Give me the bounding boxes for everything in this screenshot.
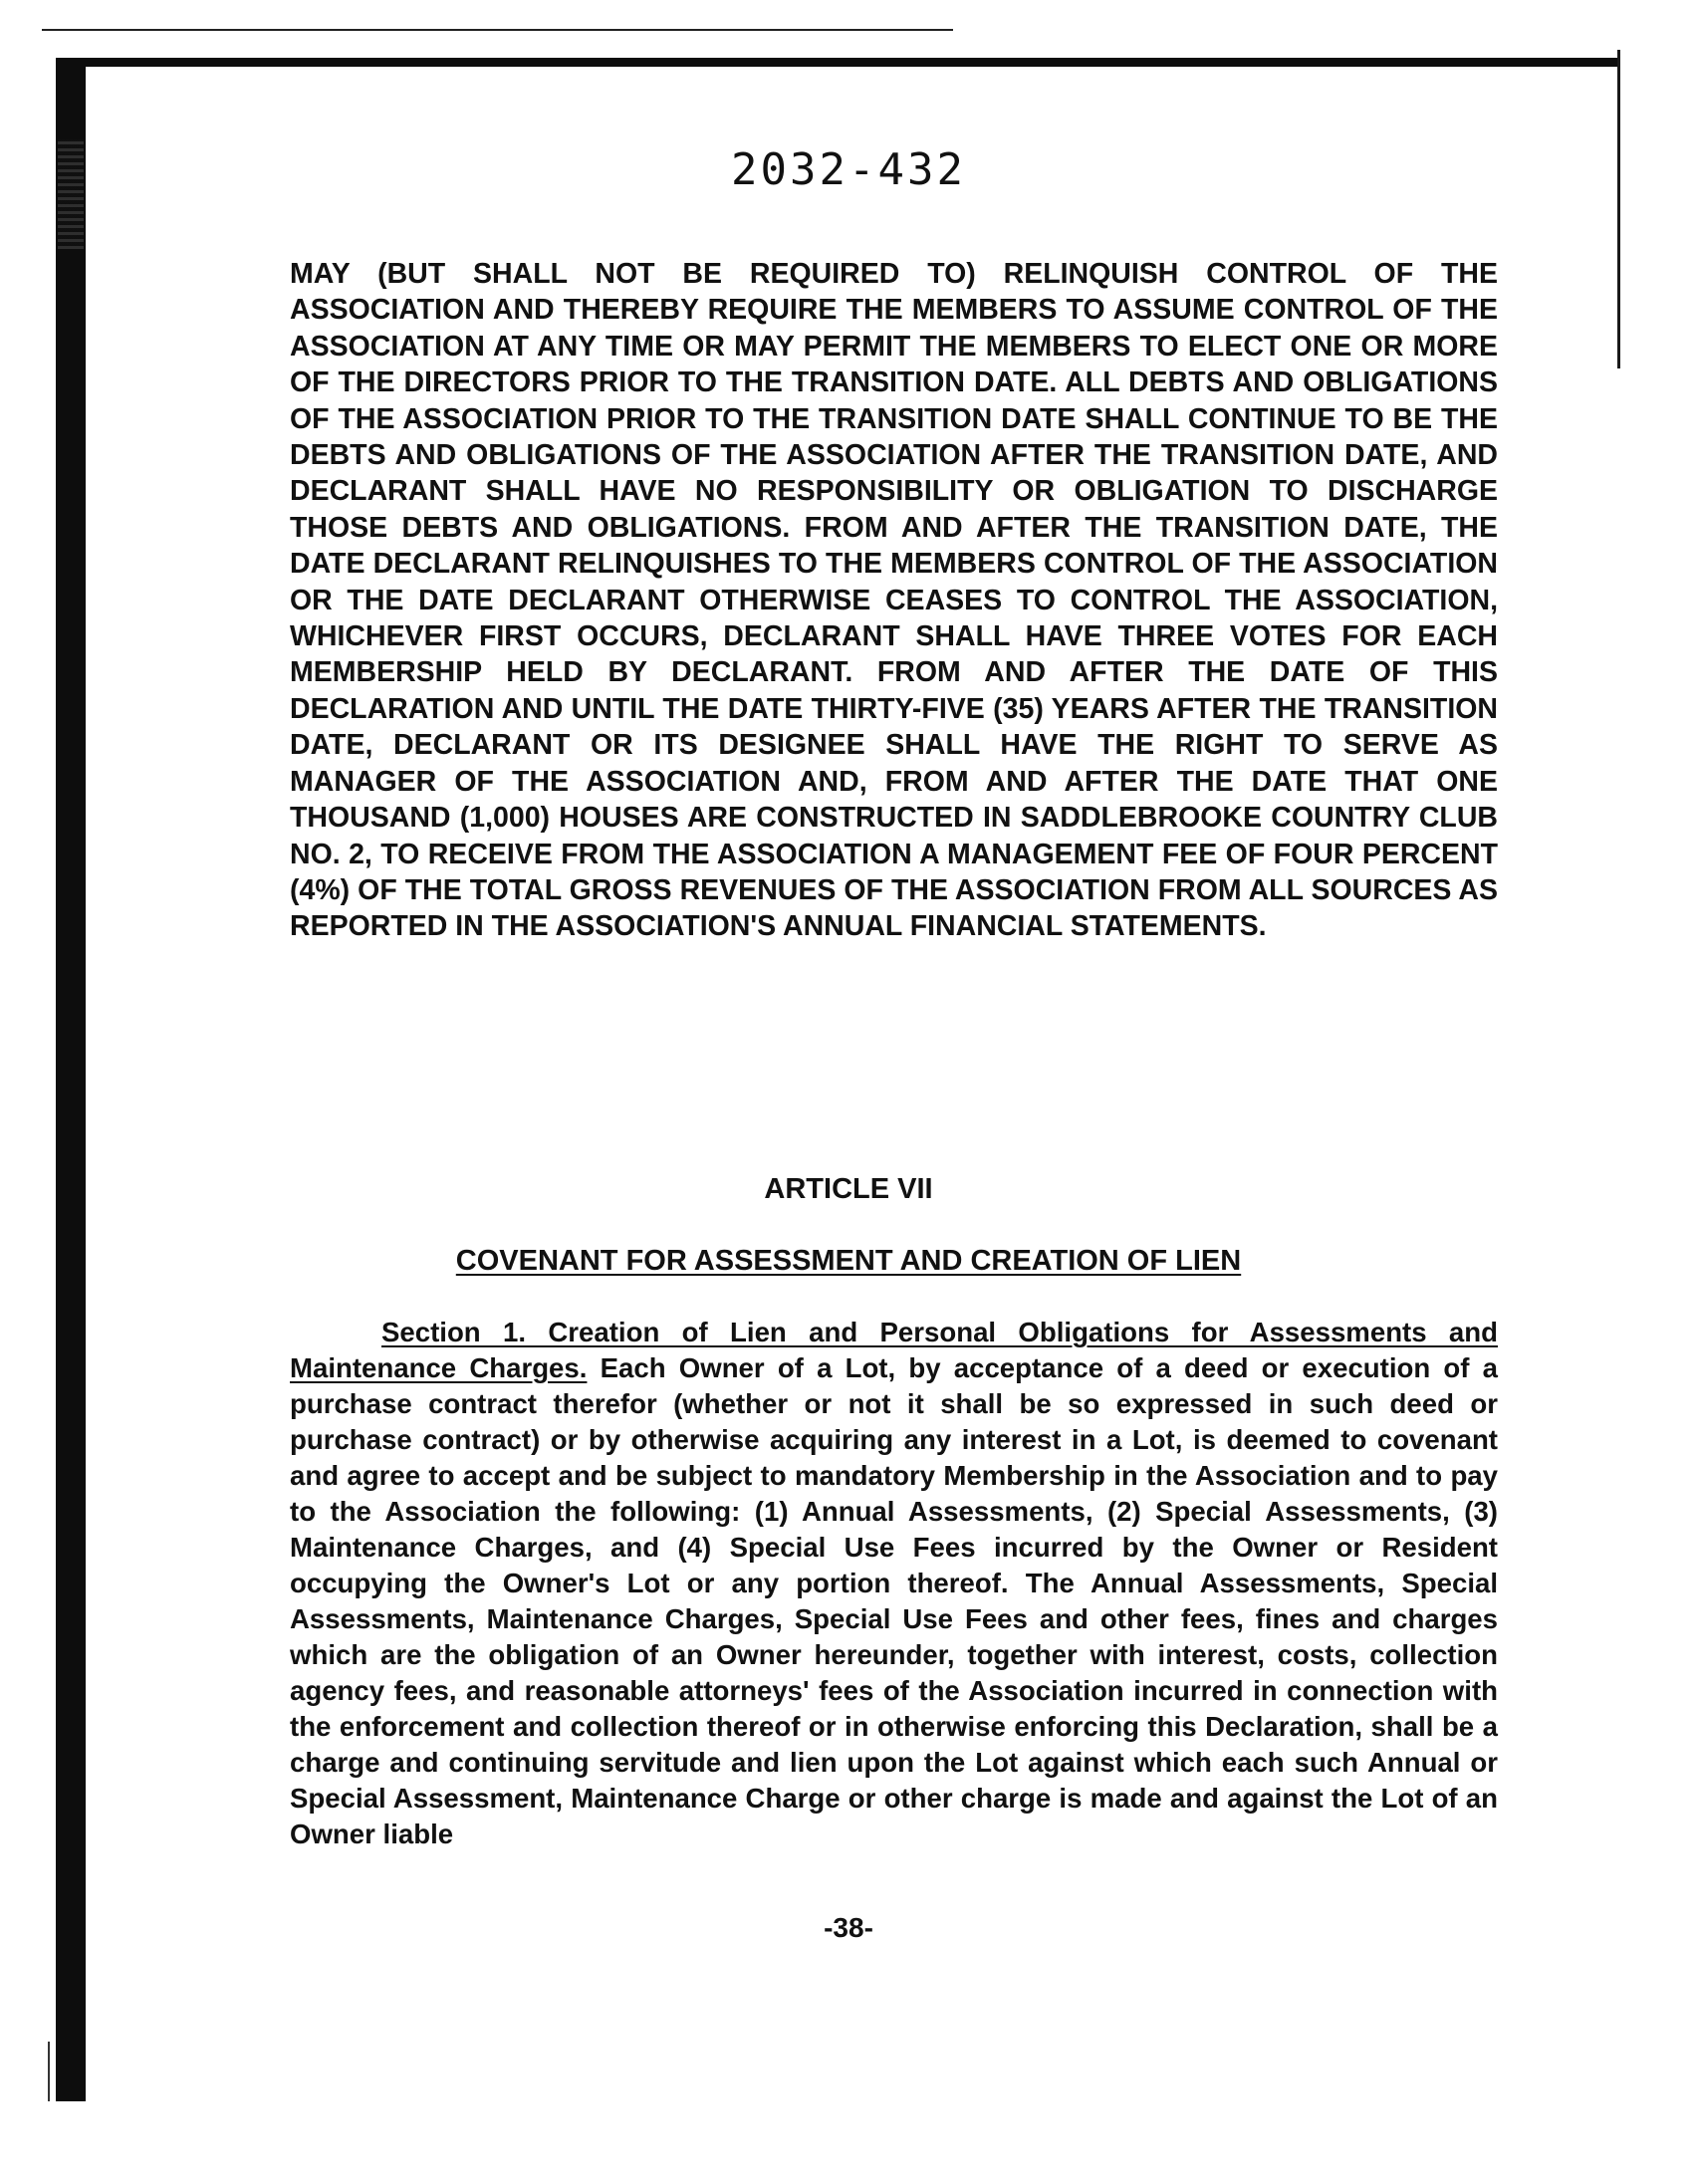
page-number: -38- <box>824 1912 873 1943</box>
scan-border-right <box>1617 50 1620 368</box>
scan-border-left <box>56 62 86 2101</box>
section-1-heading: Section 1. Creation of Lien and Personal Obligations for Assessments and Maintenance Charges. <box>290 1317 1498 1383</box>
scan-border-left-thin <box>48 2042 50 2101</box>
caps-paragraph: MAY (BUT SHALL NOT BE REQUIRED TO) RELINQUISH CONTROL OF THE ASSOCIATION AND THEREBY REQUIRE THE MEMBERS TO ASSUME CONTROL OF THE ASSOCIATION AT ANY TIME OR MAY PERMIT THE MEMBERS TO ELECT ONE OR MORE OF THE DIRECTORS PRIOR TO THE TRANSITION DATE. ALL DEBTS AND OBLIGATIONS OF THE ASSOCIATION PRIOR TO THE TRANSITION DATE SHALL CONTINUE TO BE THE DEBTS AND OBLIGATIONS OF THE ASSOCIATION AFTER THE TRANSITION DATE, AND DECLARANT SHALL HAVE NO RESPONSIBILITY OR OBLIGATION TO DISCHARGE THOSE DEBTS AND OBLIGATIONS. FROM AND AFTER THE TRANSITION DATE, THE DATE DECLARANT RELINQUISHES TO THE MEMBERS CONTROL OF THE ASSOCIATION OR THE DATE DECLARANT OTHERWISE CEASES TO CONTROL THE ASSOCIATION, WHICHEVER FIRST OCCURS, DECLARANT SHALL HAVE THREE VOTES FOR EACH MEMBERSHIP HELD BY DECLARANT. FROM AND AFTER THE DATE OF THIS DECLARATION AND UNTIL THE DATE THIRTY-FIVE (35) YEARS AFTER THE TRANSITION DATE, DECLARANT OR ITS DESIGNEE SHALL HAVE THE RIGHT TO SERVE AS MANAGER OF THE ASSOCIATION AND, FROM AND AFTER THE DATE THAT ONE THOUSAND (1,000) HOUSES ARE CONSTRUCTED IN SADDLEBROOKE COUNTRY CLUB NO. 2, TO RECEIVE FROM THE ASSOCIATION A MANAGEMENT FEE OF FOUR PERCENT (4%) OF THE TOTAL GROSS REVENUES OF THE ASSOCIATION FROM ALL SOURCES AS REPORTED IN THE ASSOCIATION'S ANNUAL FINANCIAL STATEMENTS. <box>290 258 1498 943</box>
section-1-body: Each Owner of a Lot, by acceptance of a deed or execution of a purchase contract therefor (whether or not it shall be so expressed in such deed or purchase contract) or by otherwise acquiring any interest in a Lot, is deemed to covenant and agree to accept and be subject to mandatory Membership in the Association and to pay to the Association the following: (1) Annual Assessments, (2) Special Assessments, (3) Maintenance Charges, and (4) Special Use Fees incurred by the Owner or Resident occupying the Owner's Lot or any portion thereof. The Annual Assessments, Special Assessments, Maintenance Charges, Special Use Fees and other fees, fines and charges which are the obligation of an Owner hereunder, together with interest, costs, collection agency fees, and reasonable attorneys' fees of the Association incurred in connection with the enforcement and collection thereof or in otherwise enforcing this Declaration, shall be a charge and continuing servitude and lien upon the Lot against which each such Annual or Special Assessment, Maintenance Charge or other charge is made and against the Lot of an Owner liable <box>290 1352 1499 1849</box>
article-title: ARTICLE VII <box>764 1173 933 1205</box>
scan-border-top-line <box>42 29 953 31</box>
scan-border-top <box>56 58 1617 67</box>
document-number: 2032-432 <box>731 144 966 195</box>
article-subtitle: COVENANT FOR ASSESSMENT AND CREATION OF LIEN <box>455 1245 1242 1277</box>
section-1-paragraph <box>290 1315 1498 1852</box>
